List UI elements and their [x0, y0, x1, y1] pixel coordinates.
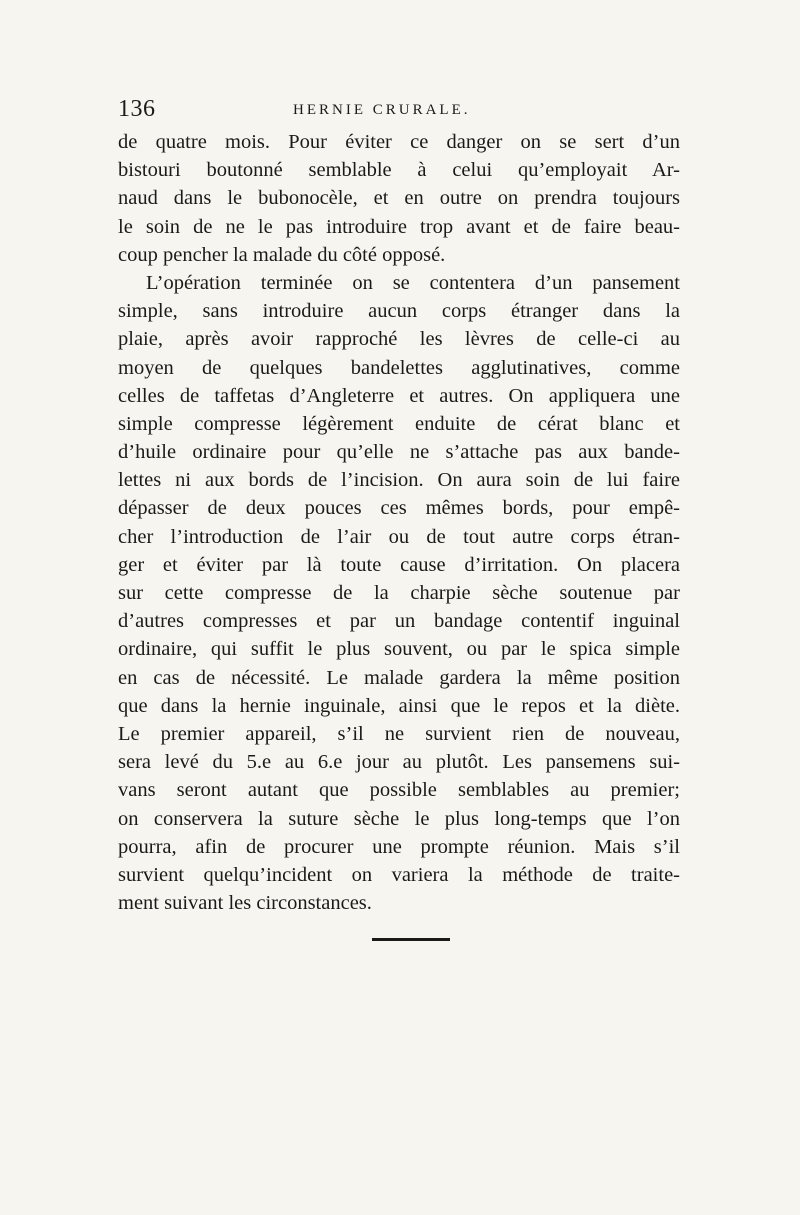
text-line: on conservera la suture sèche le plus long-temps que l’on — [118, 807, 680, 830]
text-line: en cas de nécessité. Le malade gardera la même position — [118, 666, 680, 689]
text-line: simple compresse légèrement enduite de cérat blanc et — [118, 412, 680, 435]
text-line: celles de taffetas d’Angleterre et autres. On appliquera une — [118, 384, 680, 407]
text-line: sera levé du 5.e au 6.e jour au plutôt. Les pansemens sui- — [118, 751, 680, 774]
text-line: bistouri boutonné semblable à celui qu’employait Ar- — [118, 159, 680, 182]
text-line: plaie, après avoir rapproché les lèvres de celle-ci au — [118, 328, 680, 351]
text-line: que dans la hernie inguinale, ainsi que le repos et la diète. — [118, 694, 680, 717]
text-line: ment suivant les circonstances. — [118, 892, 372, 915]
text-line: L’opération terminée on se contentera d’un pansement — [146, 271, 680, 294]
page-number: 136 — [118, 96, 156, 122]
body-text — [118, 128, 680, 917]
paragraph-1 — [118, 128, 680, 269]
running-head: HERNIE CRURALE. — [293, 102, 471, 118]
text-line: d’autres compresses et par un bandage contentif inguinal — [118, 610, 680, 633]
text-line: vans seront autant que possible semblables au premier; — [118, 779, 680, 802]
text-line: ordinaire, qui suffit le plus souvent, ou par le spica simple — [118, 638, 680, 661]
text-line: ger et éviter par là toute cause d’irritation. On placera — [118, 553, 680, 576]
text-line: coup pencher la malade du côté opposé. — [118, 243, 446, 266]
text-line: naud dans le bubonocèle, et en outre on prendra toujours — [118, 187, 680, 210]
text-line: lettes ni aux bords de l’incision. On aura soin de lui faire — [118, 469, 680, 492]
page-header — [118, 96, 680, 128]
text-line: d’huile ordinaire pour qu’elle ne s’attache pas aux bande- — [118, 441, 680, 464]
text-line: survient quelqu’incident on variera la méthode de traite- — [118, 863, 680, 886]
text-line: Le premier appareil, s’il ne survient rien de nouveau, — [118, 722, 680, 745]
text-line: pourra, afin de procurer une prompte réunion. Mais s’il — [118, 835, 680, 858]
text-line: sur cette compresse de la charpie sèche soutenue par — [118, 582, 680, 604]
text-line: moyen de quelques bandelettes agglutinatives, comme — [118, 356, 680, 379]
text-line: cher l’introduction de l’air ou de tout autre corps étran- — [118, 525, 680, 548]
end-rule — [372, 938, 450, 941]
paragraph-2 — [118, 269, 680, 917]
text-line: dépasser de deux pouces ces mêmes bords, pour empê- — [118, 497, 680, 520]
text-line: le soin de ne le pas introduire trop avant et de faire beau- — [118, 215, 680, 238]
text-line: de quatre mois. Pour éviter ce danger on se sert d’un — [118, 131, 680, 153]
text-line: simple, sans introduire aucun corps étranger dans la — [118, 300, 680, 323]
